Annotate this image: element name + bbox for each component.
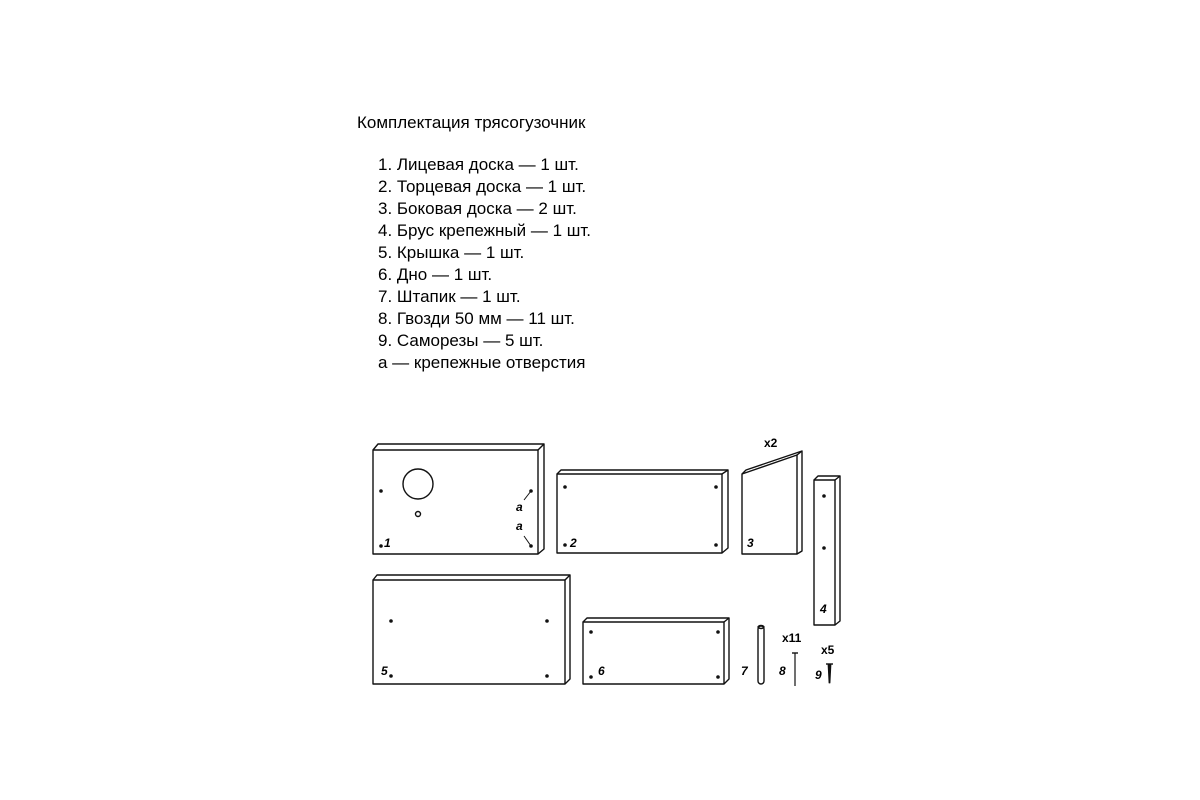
page-title: Комплектация трясогузочник xyxy=(357,113,586,132)
list-item: 7. Штапик — 1 шт. xyxy=(378,287,521,306)
multiplier-part-3: x2 xyxy=(764,436,778,450)
part-7-bead xyxy=(758,626,764,685)
list-item: 3. Боковая доска — 2 шт. xyxy=(378,199,577,218)
list-item: а — крепежные отверстия xyxy=(378,353,586,372)
part-label-1: 1 xyxy=(384,536,391,550)
part-2-end-board xyxy=(557,470,728,553)
part-1-face-board xyxy=(373,444,544,554)
multiplier-part-9: x5 xyxy=(821,643,835,657)
list-item: 4. Брус крепежный — 1 шт. xyxy=(378,221,592,240)
hole-label: a xyxy=(516,519,523,533)
part-label-4: 4 xyxy=(820,602,827,616)
part-label-6: 6 xyxy=(598,664,605,678)
hole-label: a xyxy=(516,500,523,514)
part-9-screw xyxy=(826,664,833,683)
part-label-7: 7 xyxy=(741,664,748,678)
part-5-lid xyxy=(373,575,570,684)
part-label-8: 8 xyxy=(779,664,786,678)
part-8-nail xyxy=(792,653,798,686)
list-item: 8. Гвозди 50 мм — 11 шт. xyxy=(378,309,575,328)
part-4-mounting-bar xyxy=(814,476,840,625)
part-label-9: 9 xyxy=(815,668,822,682)
part-label-3: 3 xyxy=(747,536,754,550)
list-item: 9. Саморезы — 5 шт. xyxy=(378,331,544,350)
list-item: 5. Крышка — 1 шт. xyxy=(378,243,525,262)
part-label-5: 5 xyxy=(381,664,388,678)
part-label-2: 2 xyxy=(570,536,577,550)
list-item: 6. Дно — 1 шт. xyxy=(378,265,493,284)
part-6-bottom xyxy=(583,618,729,684)
multiplier-part-8: x11 xyxy=(782,631,802,645)
list-item: 1. Лицевая доска — 1 шт. xyxy=(378,155,579,174)
list-item: 2. Торцевая доска — 1 шт. xyxy=(378,177,587,196)
